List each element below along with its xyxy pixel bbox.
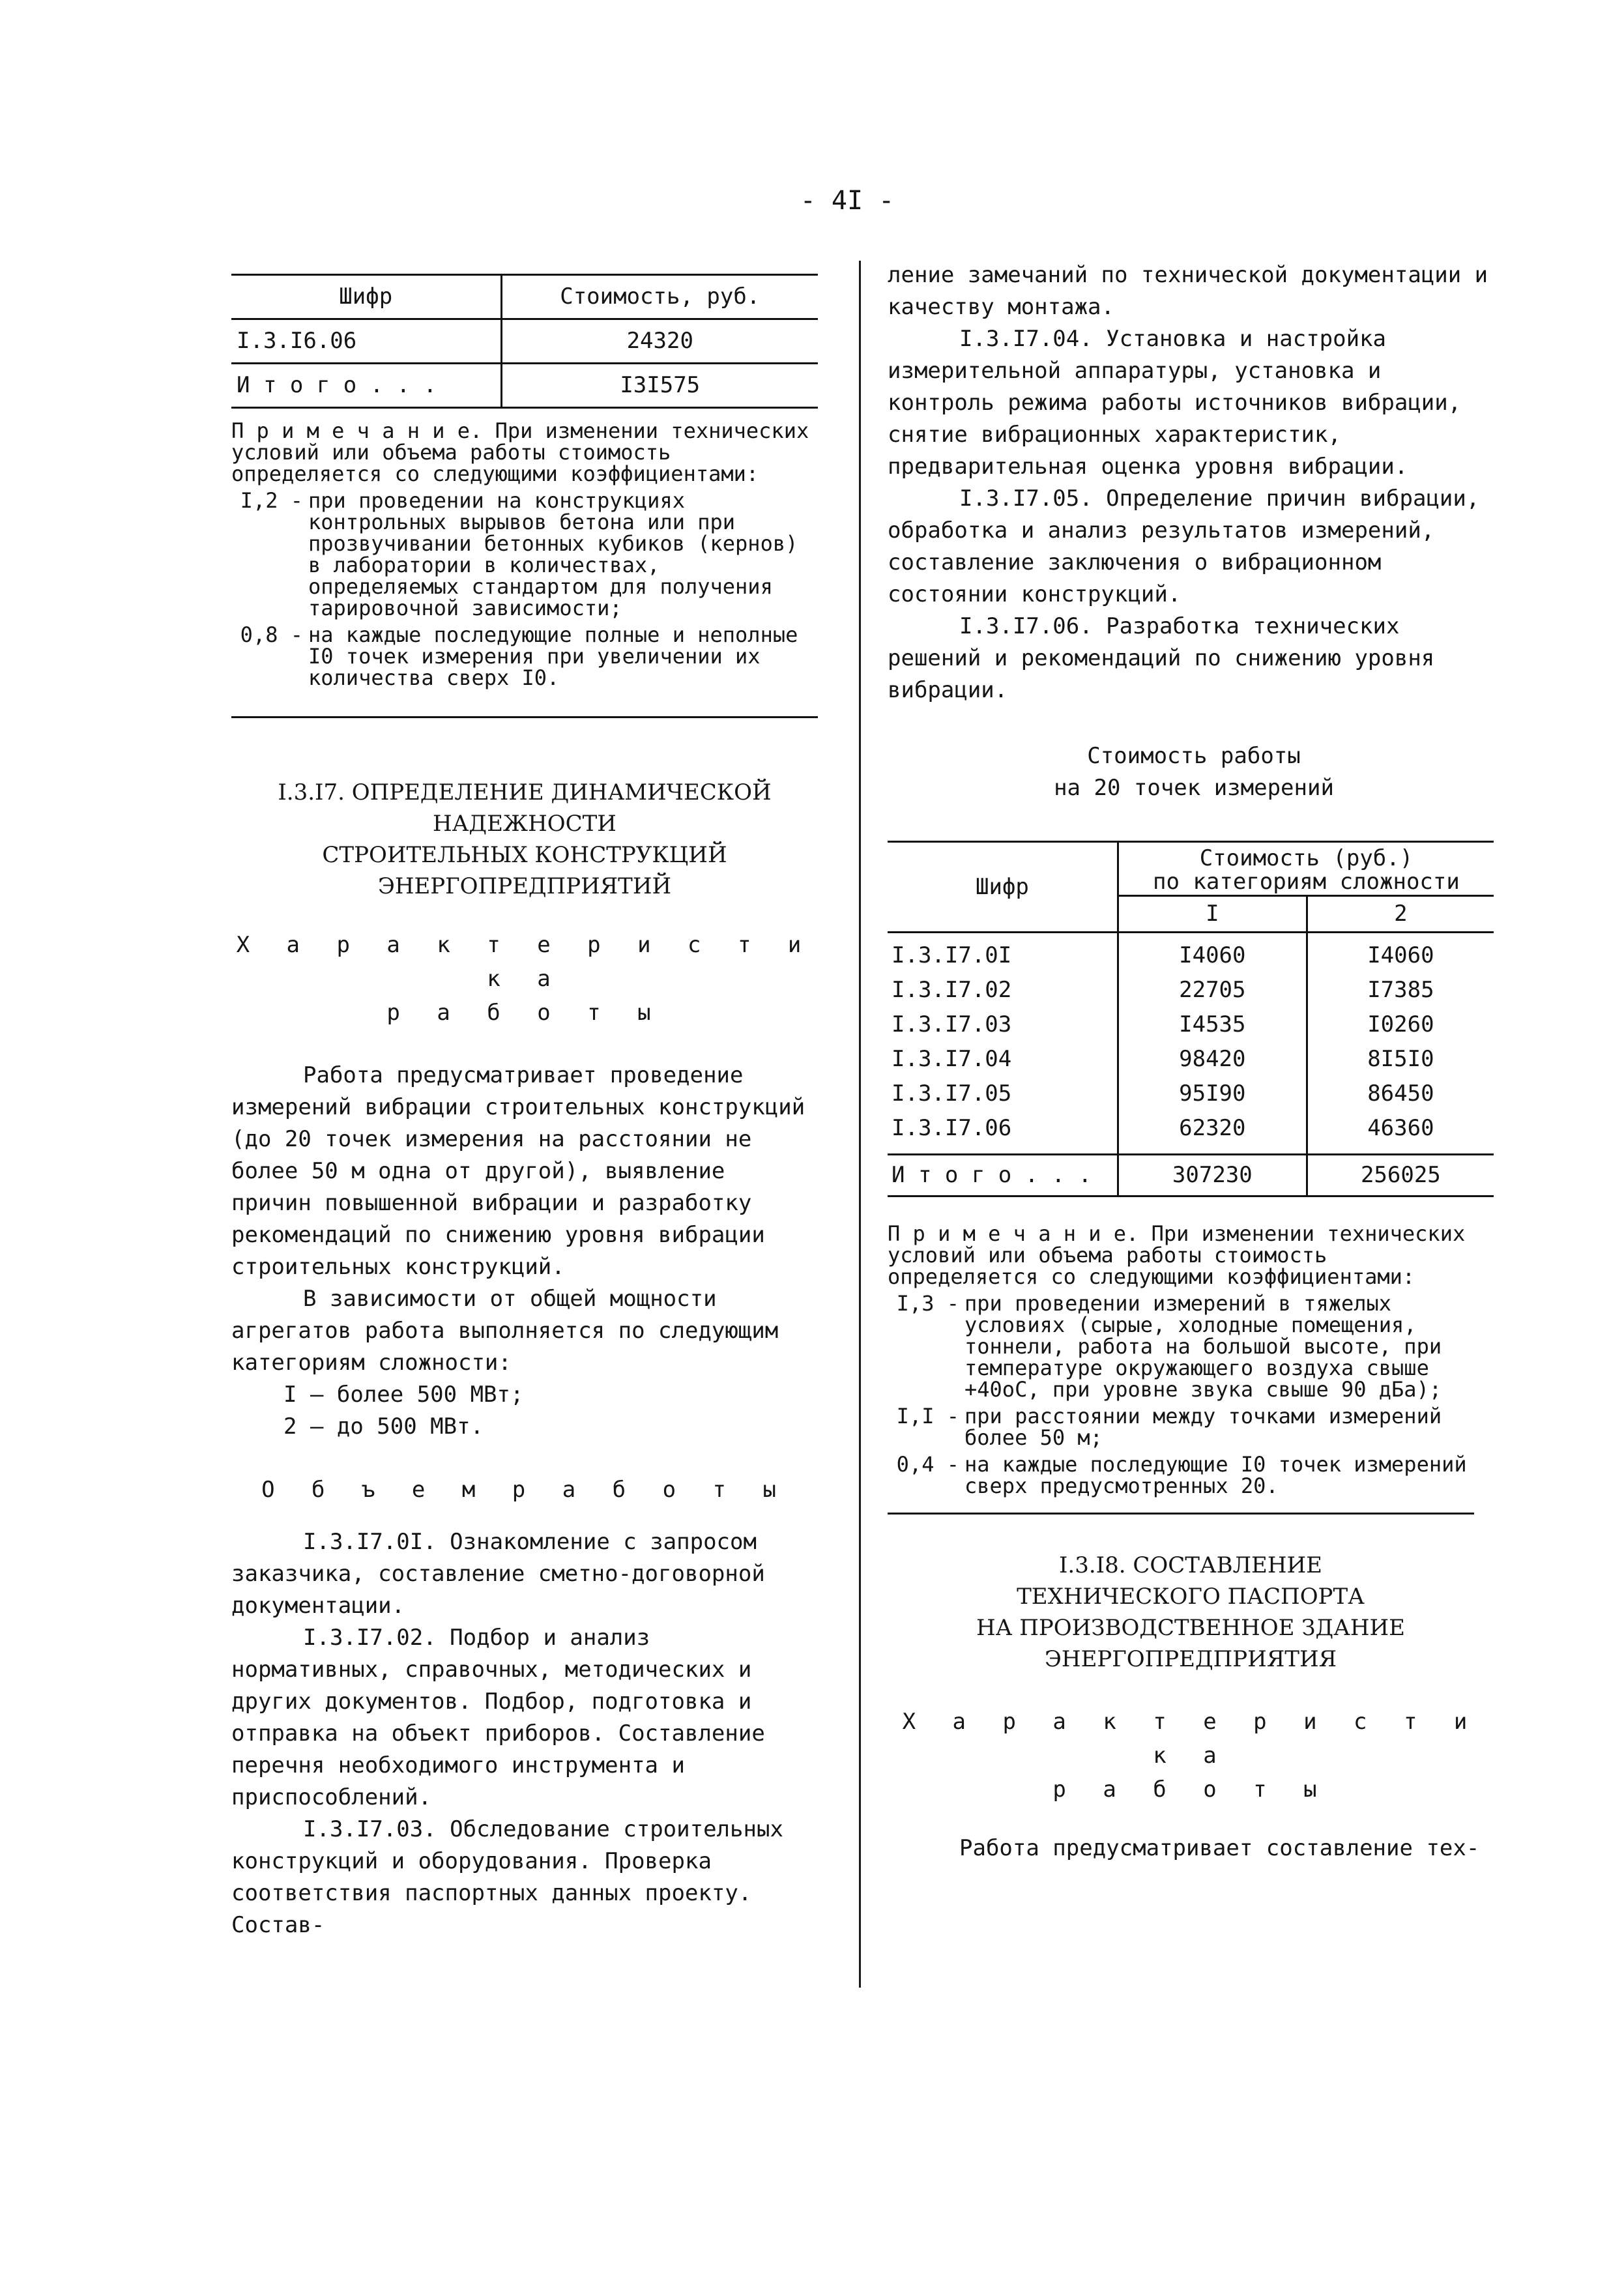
- coef-text: при проведении измерений в тяжелых условиях (сырые, холодные помещения, тоннели, работа на большой высоте, при температуре окружающего воздуха свыше +40оС, при уровне звука свыше 90 дБа);: [964, 1291, 1442, 1402]
- note-2-item: [888, 1293, 1474, 1400]
- page-number: - 4I -: [800, 186, 895, 216]
- total-row: [888, 1155, 1494, 1196]
- coef-text: на каждые последующие полные и неполные I0 точек измерения при увеличении их количества сверх I0.: [308, 622, 798, 690]
- category-item: I – более 500 МВт;: [283, 1382, 524, 1408]
- col-cost-header-line: по категориям сложности: [1153, 869, 1460, 895]
- scope-heading: О б ъ е м р а б о т ы: [261, 1477, 788, 1503]
- table-row: [888, 1077, 1494, 1111]
- row-code: I.3.I7.02: [892, 977, 1012, 1003]
- row-cost-2: 46360: [1307, 1111, 1494, 1155]
- row-code: I.3.I7.05: [892, 1080, 1012, 1107]
- total-value: I3I575: [501, 364, 818, 408]
- coef: I,2 -: [240, 488, 303, 513]
- cost-table-1: [231, 274, 818, 409]
- paragraph: I.3.I7.05. Определение причин вибрации, обработка и анализ результатов измерений, составление заключения о вибрационном состоянии конструкций.: [888, 486, 1480, 607]
- row-cost-1: I4535: [1118, 1007, 1307, 1042]
- paragraph: I.3.I7.04. Установка и настройка измерительной аппаратуры, установка и контроль режима работы источников вибрации, снятие вибрационных характеристик, предварительная оценка уровня вибрации.: [888, 326, 1462, 480]
- column-divider: [859, 261, 861, 1988]
- note-1: [231, 420, 818, 689]
- paragraph: I.3.I7.02. Подбор и анализ нормативных, справочных, методических и других документов. Подбор, подготовка и отправка на объект приборов. Составление перечня необходимого инструмента и приспособлений.: [231, 1625, 765, 1810]
- row-cost-2: I7385: [1307, 973, 1494, 1007]
- row-code: I.3.I7.03: [892, 1011, 1012, 1037]
- right-column: [888, 259, 1500, 1864]
- subhead-line: Х а р а к т е р и с т и к а: [902, 1709, 1479, 1769]
- note-2-item: [888, 1406, 1474, 1449]
- coef: I,3 -: [896, 1291, 959, 1316]
- note-2: [888, 1223, 1474, 1497]
- table-2-title: [888, 740, 1500, 804]
- row-code: I.3.I7.0I: [892, 942, 1012, 968]
- row-cost-2: 86450: [1307, 1077, 1494, 1111]
- note-2-head: П р и м е ч а н и е. При изменении технических условий или объема работы стоимость определяется со следующими коэффициентами:: [888, 1221, 1466, 1289]
- total-cost-1: 307230: [1118, 1155, 1307, 1196]
- row-code: I.3.I7.06: [888, 1111, 1118, 1155]
- row-cost-2: 8I5I0: [1307, 1042, 1494, 1077]
- table-row: [888, 1111, 1494, 1155]
- coef-text: при расстоянии между точками измерений более 50 м;: [964, 1404, 1442, 1450]
- row-code: I.3.I7.04: [892, 1046, 1012, 1072]
- table-row: [888, 933, 1494, 974]
- section-2-title: [888, 1550, 1494, 1675]
- section-title-line: НАДЕЖНОСТИ: [433, 811, 616, 837]
- col-code-header: Шифр: [231, 275, 501, 319]
- subhead-line: р а б о т ы: [1052, 1776, 1329, 1803]
- coef-text: на каждые последующие I0 точек измерений сверх предусмотренных 20.: [964, 1452, 1467, 1498]
- total-label: И т о г о . . .: [888, 1155, 1118, 1196]
- note-1-item: [231, 624, 818, 689]
- cost-table-2: [888, 841, 1494, 1197]
- row-cost-1: 95I90: [1118, 1077, 1307, 1111]
- row-cost-1: I4060: [1118, 933, 1307, 974]
- col-cost-header: Стоимость, руб.: [501, 275, 818, 319]
- characteristics-text: [231, 1060, 818, 1443]
- coef: I,I -: [896, 1404, 959, 1428]
- row-cost-2: I0260: [1307, 1007, 1494, 1042]
- row-code: I.3.I6.06: [231, 319, 501, 364]
- col-cost-header-line: Стоимость (руб.): [1199, 845, 1414, 871]
- section-title: [231, 777, 818, 902]
- paragraph: I.3.I7.0I. Ознакомление с запросом заказчика, составление сметно-договорной документации.: [231, 1529, 765, 1619]
- table-row: [888, 1007, 1494, 1042]
- category-item: 2 – до 500 МВт.: [283, 1413, 484, 1440]
- coef: 0,8 -: [240, 622, 303, 647]
- section-title-line: ЭНЕРГОПРЕДПРИЯТИЙ: [377, 873, 672, 899]
- row-cost-2: I4060: [1307, 933, 1494, 974]
- row-cost-1: 22705: [1118, 973, 1307, 1007]
- section-title-line: I.3.I8. СОСТАВЛЕНИЕ: [1059, 1552, 1322, 1578]
- row-cost-1: 98420: [1118, 1042, 1307, 1077]
- section-title-line: НА ПРОИЗВОДСТВЕННОЕ ЗДАНИЕ: [976, 1615, 1405, 1641]
- table-title-line: на 20 точек измерений: [1054, 775, 1334, 801]
- section-title-line: ЭНЕРГОПРЕДПРИЯТИЯ: [1044, 1646, 1337, 1672]
- table-title-line: Стоимость работы: [1087, 743, 1301, 769]
- paragraph: Работа предусматривает составление тех-: [959, 1835, 1480, 1861]
- table-row: [888, 1042, 1494, 1077]
- subhead-line: Х а р а к т е р и с т и к а: [236, 932, 813, 992]
- coef: 0,4 -: [896, 1452, 959, 1477]
- total-cost-2: 256025: [1307, 1155, 1494, 1196]
- row-cost: 24320: [501, 319, 818, 364]
- col-cost-header: [1118, 842, 1494, 896]
- characteristics-heading: [231, 928, 818, 1030]
- characteristics-heading-2: [888, 1705, 1494, 1806]
- coef-text: при проведении на конструкциях контрольных вырывов бетона или при прозвучивании бетонных кубиков (кернов) в лаборатории в количествах, определяемых стандартом для получения тарировочной зависимости;: [308, 488, 798, 620]
- section-title-line: СТРОИТЕЛЬНЫХ КОНСТРУКЦИЙ: [322, 842, 727, 868]
- total-label: И т о г о . . .: [231, 364, 501, 408]
- scope-text: [231, 1526, 818, 1941]
- paragraph: В зависимости от общей мощности агрегатов работа выполняется по следующим категориям сложности:: [231, 1286, 779, 1376]
- note-2-item: [888, 1454, 1474, 1497]
- total-row: [231, 364, 818, 408]
- table-row: [231, 319, 818, 364]
- note-1-item: [231, 490, 818, 619]
- paragraph-continued: ление замечаний по технической документации и качеству монтажа.: [888, 262, 1488, 320]
- left-column: [231, 274, 831, 1941]
- subhead-line: р а б о т ы: [386, 1000, 663, 1026]
- paragraph: Работа предусматривает проведение измерений вибрации строительных конструкций (до 20 точек измерения на расстоянии не более 50 м одна от другой), выявление причин повышенной вибрации и разработку рекомендаций по снижению уровня вибрации строительных конструкций.: [231, 1062, 805, 1280]
- note-1-head: П р и м е ч а н и е. При изменении технических условий или объема работы стоимость определяется со следующими коэффициентами:: [231, 418, 809, 486]
- cat-1-header: I: [1118, 896, 1307, 933]
- col-code-header: Шифр: [888, 842, 1118, 933]
- row-cost-1: 62320: [1118, 1111, 1307, 1155]
- section-title-line: ТЕХНИЧЕСКОГО ПАСПОРТА: [1017, 1584, 1365, 1610]
- table-row: [888, 973, 1494, 1007]
- divider: [231, 716, 818, 718]
- section-title-line: I.3.I7. ОПРЕДЕЛЕНИЕ ДИНАМИЧЕСКОЙ: [278, 779, 772, 805]
- paragraph: I.3.I7.03. Обследование строительных конструкций и оборудования. Проверка соответствия паспортных данных проекту. Состав-: [231, 1816, 783, 1938]
- cat-2-header: 2: [1307, 896, 1494, 933]
- divider: [888, 1513, 1474, 1515]
- paragraph: I.3.I7.06. Разработка технических решений и рекомендаций по снижению уровня вибрации.: [888, 613, 1435, 703]
